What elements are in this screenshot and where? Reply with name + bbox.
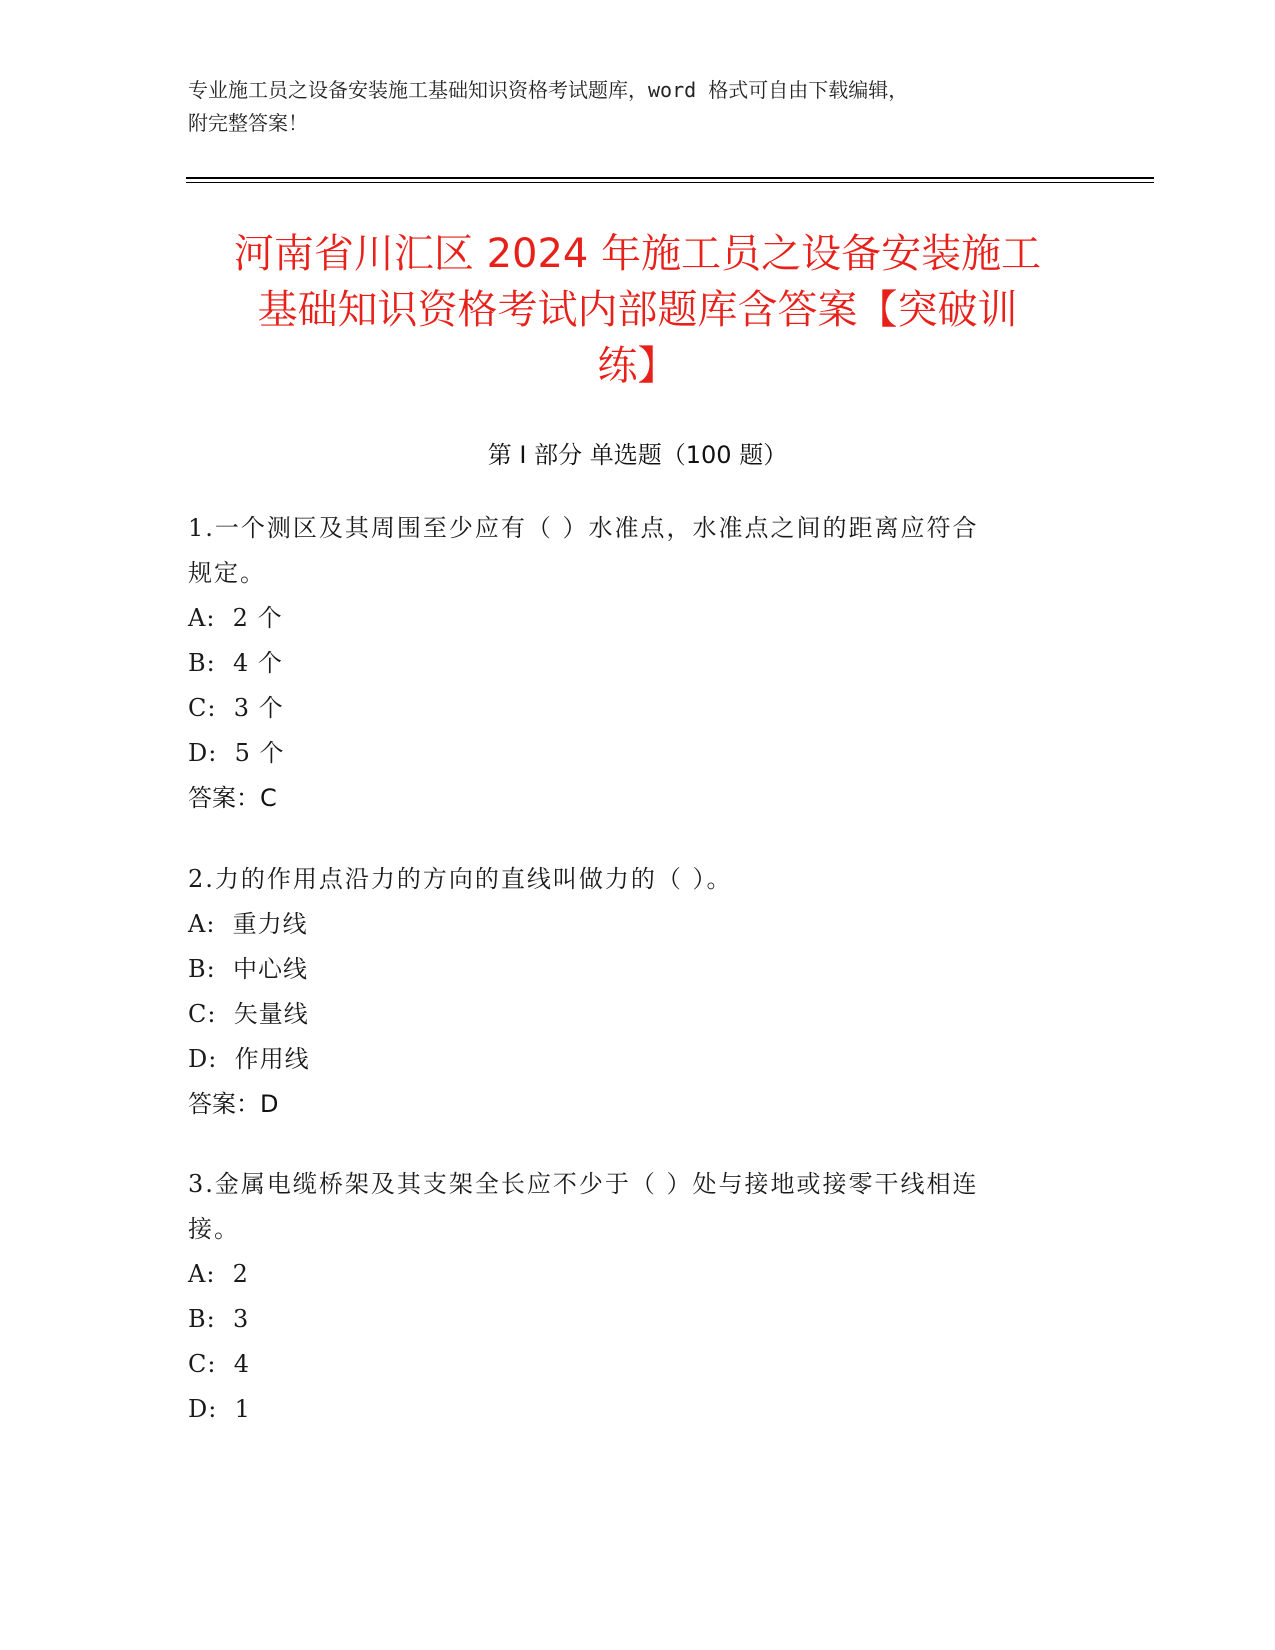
title-line-2: 基础知识资格考试内部题库含答案【突破训 <box>257 287 1018 333</box>
option-d: D: 5 个 <box>188 739 285 767</box>
answer: 答案：D <box>188 1090 279 1118</box>
document-title <box>160 226 1115 394</box>
option-d: D: 作用线 <box>188 1045 310 1073</box>
option-a: A: 2 <box>188 1260 249 1288</box>
option-d: D: 1 <box>188 1395 251 1423</box>
question-stem <box>188 1162 1088 1252</box>
option-b: B: 中心线 <box>188 955 308 983</box>
header-rule-thin <box>186 182 1154 183</box>
header-note-line-1: 专业施工员之设备安装施工基础知识资格考试题库，word 格式可自由下载编辑， <box>188 78 909 102</box>
option-a: A: 2 个 <box>188 604 283 632</box>
option-c: C: 4 <box>188 1350 250 1378</box>
header-note-line-2: 附完整答案！ <box>188 111 308 135</box>
option-b: B: 4 个 <box>188 649 283 677</box>
question-stem-line: 接。 <box>188 1215 240 1243</box>
title-line-1: 河南省川汇区 2024 年施工员之设备安装施工 <box>233 231 1042 277</box>
question-stem-line: 2.力的作用点沿力的方向的直线叫做力的（ ）。 <box>188 865 733 893</box>
question-1 <box>188 506 1088 821</box>
title-line-3: 练】 <box>597 343 678 389</box>
question-stem <box>188 857 1088 902</box>
question-2 <box>188 857 1088 1127</box>
header-rule-thick <box>186 177 1154 179</box>
option-b: B: 3 <box>188 1305 250 1333</box>
option-c: C: 3 个 <box>188 694 284 722</box>
question-stem <box>188 506 1088 596</box>
option-a: A: 重力线 <box>188 910 308 938</box>
question-3 <box>188 1162 1088 1432</box>
option-c: C: 矢量线 <box>188 1000 309 1028</box>
header-note <box>188 74 1088 140</box>
section-title: 第 I 部分 单选题（100 题） <box>487 441 788 469</box>
answer: 答案：C <box>188 784 277 812</box>
question-stem-line: 规定。 <box>188 559 266 587</box>
question-stem-line: 1.一个测区及其周围至少应有（ ）水准点，水准点之间的距离应符合 <box>188 514 979 542</box>
question-stem-line: 3.金属电缆桥架及其支架全长应不少于（ ）处与接地或接零干线相连 <box>188 1170 979 1198</box>
